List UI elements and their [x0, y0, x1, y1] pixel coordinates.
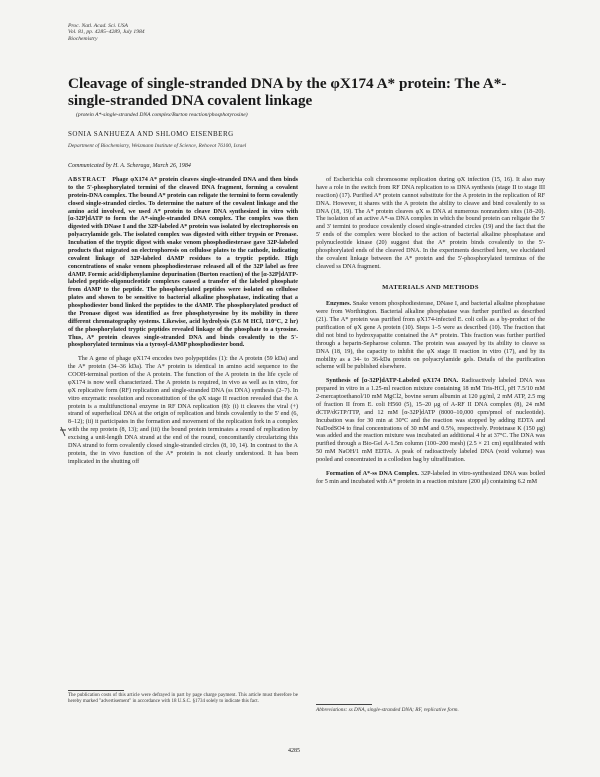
enzymes-text: Snake venom phosphodiesterase, DNase I, and bacterial alkaline phosphatase were from Worthington. Bacterial alkaline phosphatase was further purified as described (21). The A* protein was purified from φX174-infected E. coli cells as a by-product of the purification of φX gene A protein (10). Steps 1–5 were as described (10). The fraction that did not bind to hydroxyapatite contained the A* protein. This fraction was further purified through a heparin-Sepharose column. The protein was assayed by its ability to cleave ss DNA (18, 19), the capacity to inhibit the φX stage II reaction in vitro (17), and by its mobility as a 34- to 36-kDa protein on polyacrylamide gels. Details of the purification scheme will be published elsewhere.: [316, 301, 546, 371]
footnote-divider: [68, 690, 124, 691]
section-heading: MATERIALS AND METHODS: [382, 283, 479, 291]
page-number: 4285: [288, 748, 300, 754]
enzymes-heading: Enzymes.: [326, 301, 352, 308]
formation-text: 32P-labeled in vitro-synthesized DNA was boiled for 5 min and incubated with A* protein in a reaction mixture (200 μl) containing 6.2 mM: [316, 470, 545, 485]
communicated-by: Communicated by H. A. Scheraga, March 26, 1984: [68, 163, 191, 169]
synthesis-heading: Synthesis of [α-32P]dATP-Labeled φX174 DNA.: [326, 378, 459, 385]
synthesis-paragraph: [316, 378, 545, 465]
formation-paragraph: [316, 471, 545, 487]
publication-footnote: The publication costs of this article were defrayed in part by page charge payment. This article must therefore be hereby marked "advertisement" in accordance with 18 U.S.C. §1734 solely to indicate this fact.: [68, 693, 298, 704]
abstract-text: Phage φX174 A* protein cleaves single-stranded DNA and then binds to the 5'-phosphorylated termini of the cleaved DNA fragment, forming a covalent protein-DNA complex. The bound A* protein can religate the termini to form covalently closed single-stranded circles. To determine the nature of the covalent linkage and the amino acid involved, we used A* protein to cleave DNA synthesized in vitro with [α-32P]dATP to form the A*-single-stranded DNA complex. The complex was then digested with DNase I and the 32P-labeled A* protein was isolated by electrophoresis on polyacrylamide gels. The isolated complex was digested with either trypsin or Pronase. Incubation of the tryptic digest with snake venom phosphodiesterase gave 32P-labeled products that migrated on electrophoresis on cellulose plates to the cathode, indicating covalent linkage of 32P-labeled dAMP residues to a tryptic peptide. High concentrations of snake venom phosphodiesterase released all of the 32P label as free dAMP. Formic acid/diphenylamine depurination (Burton reaction) of the [α-32P]dATP-labeled peptide-oligonucleotide complexes caused a transfer of the labeled phosphate from dAMP to the peptide. The phosphorylated peptides were isolated on cellulose plates and shown to be sensitive to bacterial alkaline phosphatase, indicating that a phosphodiester bond linked the peptides to the dAMP. The phosphorylated product of the Pronase digest was identified as free phosphotyrosine by its mobility in three different chromatography systems. Likewise, acid hydrolysis (5.6 M HCl, 110°C, 2 hr) of the phosphorylated tryptic peptides revealed linkage of the phosphate to a tyrosine. Thus, A* protein cleaves single-stranded DNA and binds covalently to the 5'-phosphorylated terminus via a tyrosyl-dAMP phosphodiester bond.: [68, 177, 298, 349]
abbreviations-note: Abbreviations: ss DNA, single-stranded DNA; RF, replicative form.: [316, 707, 459, 713]
journal-header: [68, 23, 145, 42]
left-column: [68, 177, 298, 467]
abstract: [68, 177, 298, 350]
author-affiliation: Department of Biochemistry, Weizmann Institute of Science, Rehovot 76100, Israel: [68, 143, 247, 149]
abstract-label: ABSTRACT: [68, 177, 107, 183]
introduction-paragraph: The A gene of phage φX174 encodes two polypeptides (1): the A protein (59 kDa) and the A* protein (34–36 kDa). The A* protein is identical in amino acid sequence to the COOH-terminal portion of the A protein. The function of the A protein in the life cycle of φX174 is now well characterized. The A protein is required, in vivo as well as in vitro, for φX replicative form (RF) replication and single-stranded DNA (ss DNA) synthesis (2–7). In vitro enzymatic resolution and reconstitution of the φX stage II reaction revealed that the A protein is a multifunctional enzyme in RF DNA replication (8): (i) it cleaves the viral (+) strand of superhelical DNA at the origin of replication and binds covalently to the 5' end (6, 8–12); (ii) it participates in the formation and movement of the replication fork in a complex with the rep protein (8, 13); and (iii) the bound protein terminates a round of replication by excising a unit-length DNA strand at the end of the round, concomitantly circularizing this DNA strand to form covalently closed single-stranded circles (8, 10, 14). In contrast to the A protein, the in vivo function of the A* protein is not clearly understood. It has been implicated in the shutting off: [68, 356, 298, 465]
enzymes-paragraph: [316, 301, 545, 372]
right-column: [316, 177, 545, 487]
margin-mark: [59, 426, 68, 437]
formation-heading: Formation of A*-ss DNA Complex.: [326, 470, 419, 477]
journal-name: Proc. Natl. Acad. Sci. USA: [68, 23, 128, 29]
journal-volume: Vol. 81, pp. 4285–4289, July 1984: [68, 29, 145, 36]
abbreviations-divider: [316, 704, 372, 705]
synthesis-text: Radioactively labeled DNA was prepared in vitro in a 1.25-ml reaction mixture containing 18 mM Tris-HCl, pH 7.5/10 mM 2-mercaptoethanol/10 mM MgCl2, bovine serum albumin at 120 μg/ml, 2 mM ATP, 2.5 mg of fraction II from E. coli H560 (5), 15–20 μg of A-RF II DNA complex (8), 24 mM dCTP/dGTP/TTP, and 12 mM [α-32P]dATP (8000–10,000 cpm/pmol of nucleotide). Incubation was for 30 min at 30°C and the reaction was stopped by adding EDTA and NaDodSO4 to final concentrations of 30 mM and 0.5%, respectively. Proteinase K (150 μg) was added and the reaction mixture was incubated an additional 4 hr at 37°C. The DNA was purified through a Bio-Gel A-1.5m column (100–200 mesh) (2.5 × 21 cm) equilibrated with 50 mM NaOH/1 mM EDTA. A peak of radioactively labeled DNA (void volume) was pooled and concentrated in a collodion bag by ultrafiltration.: [316, 378, 545, 463]
article-keywords: (protein A*-single-stranded DNA complex/Burton reaction/phosphotyrosine): [76, 112, 248, 118]
introduction-continued: of Escherichia coli chromosome replication during φX infection (15, 16). It also may have a role in the switch from RF DNA replication to ss DNA synthesis (stage II to stage III reaction) (17). Purified A* protein cannot substitute for the A protein in the replication of RF DNA. However, it shares with the A protein the ability to cleave and bind covalently to ss DNA (18, 19). The A* protein cleaves φX ss DNA at numerous nonrandom sites (18–20). The isolation of an active A*-ss DNA complex in which the bound protein can religate the 5' and 3' termini to produce covalently closed single-stranded circles (19) and the fact that the 5' ends of the complex were blocked to the action of bacterial alkaline phosphatase and polynucleotide kinase (20) suggest that the A* protein binds covalently to the 5'-phosphorylated ends of the cleaved DNA. In the experiments described here, we elucidated the covalent linkage between the A* protein and the 5'-phosphorylated terminus of the cleaved ss DNA fragment.: [316, 177, 545, 270]
journal-section: Biochemistry: [68, 35, 98, 42]
author-list: SONIA SANHUEZA AND SHLOMO EISENBERG: [68, 130, 234, 138]
article-title: Cleavage of single-stranded DNA by the φX174 A* protein: The A*-single-stranded DNA covalent linkage: [68, 75, 507, 109]
